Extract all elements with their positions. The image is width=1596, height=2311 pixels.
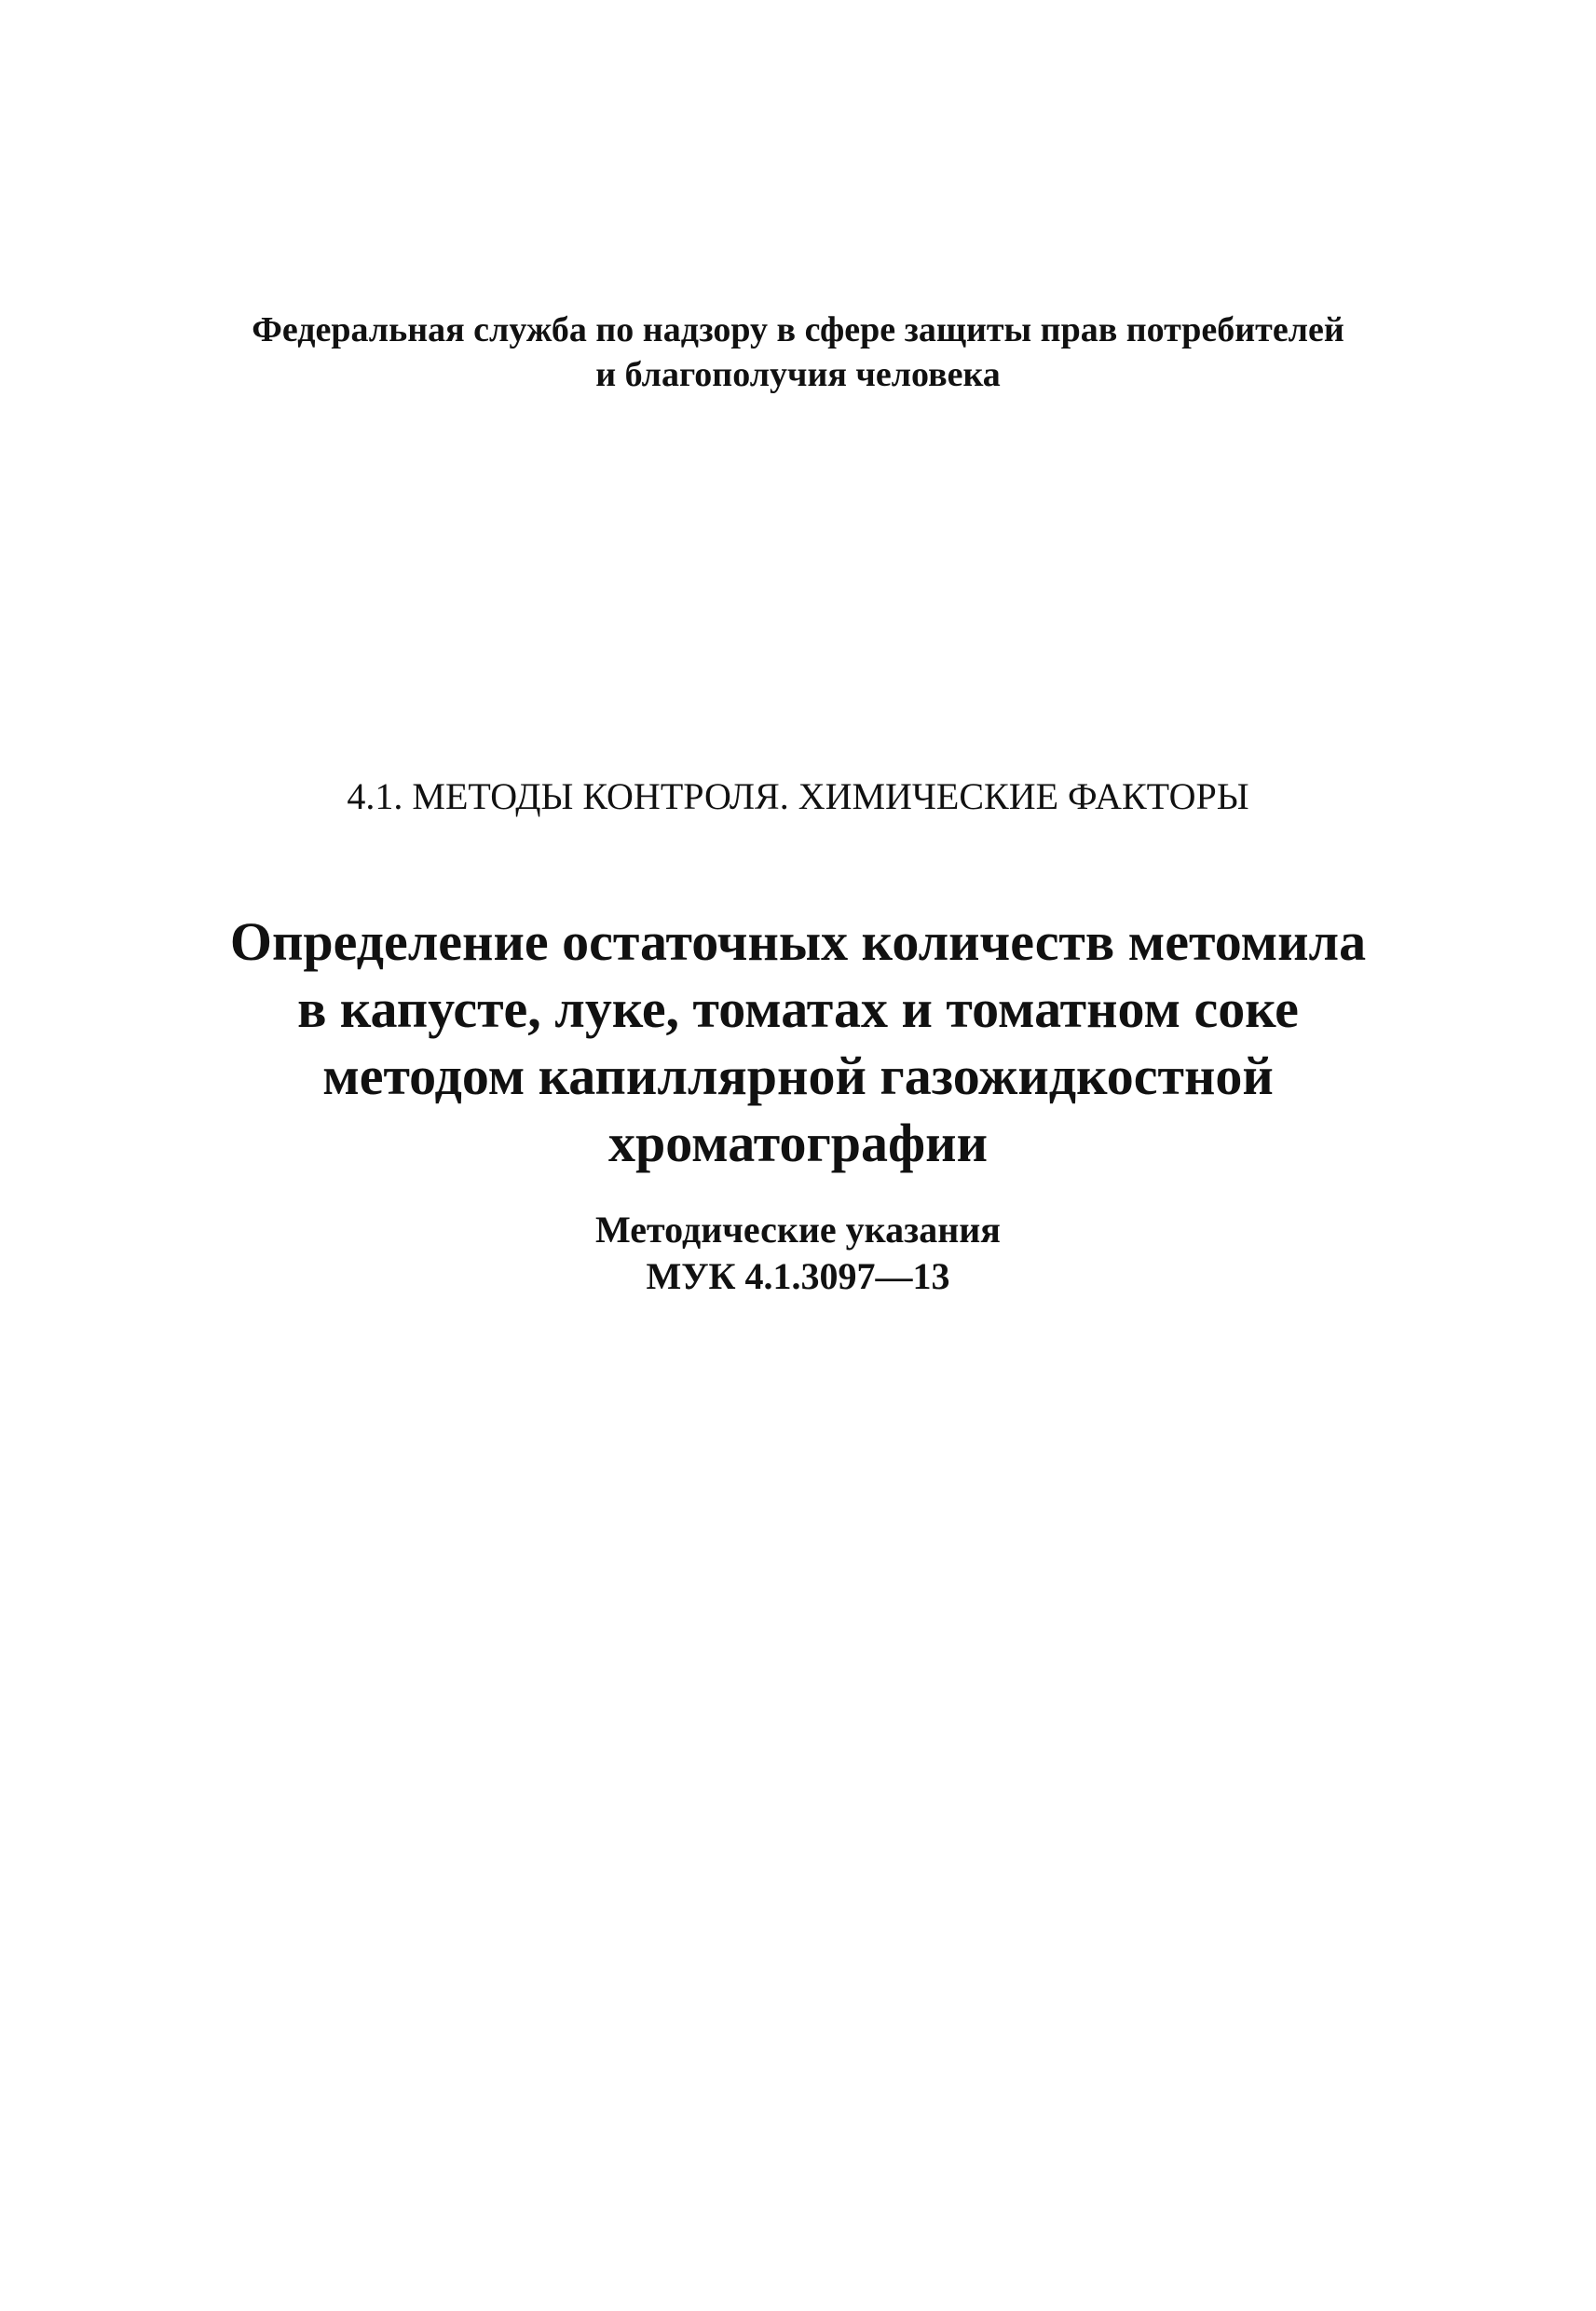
agency-name-line-1: Федеральная служба по надзору в сфере защиты прав потребителей bbox=[252, 310, 1344, 349]
agency-name-line-2: и благополучия человека bbox=[595, 355, 1001, 394]
document-title bbox=[0, 909, 1596, 1177]
document-title-line-2: в капусте, луке, томатах и томатном соке bbox=[297, 978, 1299, 1039]
document-title-line-4: хроматографии bbox=[607, 1113, 989, 1173]
document-title-line-1: Определение остаточных количеств метомила bbox=[229, 911, 1367, 972]
document-type-label: Методические указания bbox=[595, 1209, 1001, 1251]
document-code: МУК 4.1.3097—13 bbox=[646, 1255, 950, 1297]
document-type bbox=[0, 1207, 1596, 1300]
document-title-line-3: методом капиллярной газожидкостной bbox=[322, 1046, 1274, 1106]
agency-name bbox=[0, 308, 1596, 397]
section-label: 4.1. МЕТОДЫ КОНТРОЛЯ. ХИМИЧЕСКИЕ ФАКТОРЫ bbox=[347, 775, 1249, 817]
